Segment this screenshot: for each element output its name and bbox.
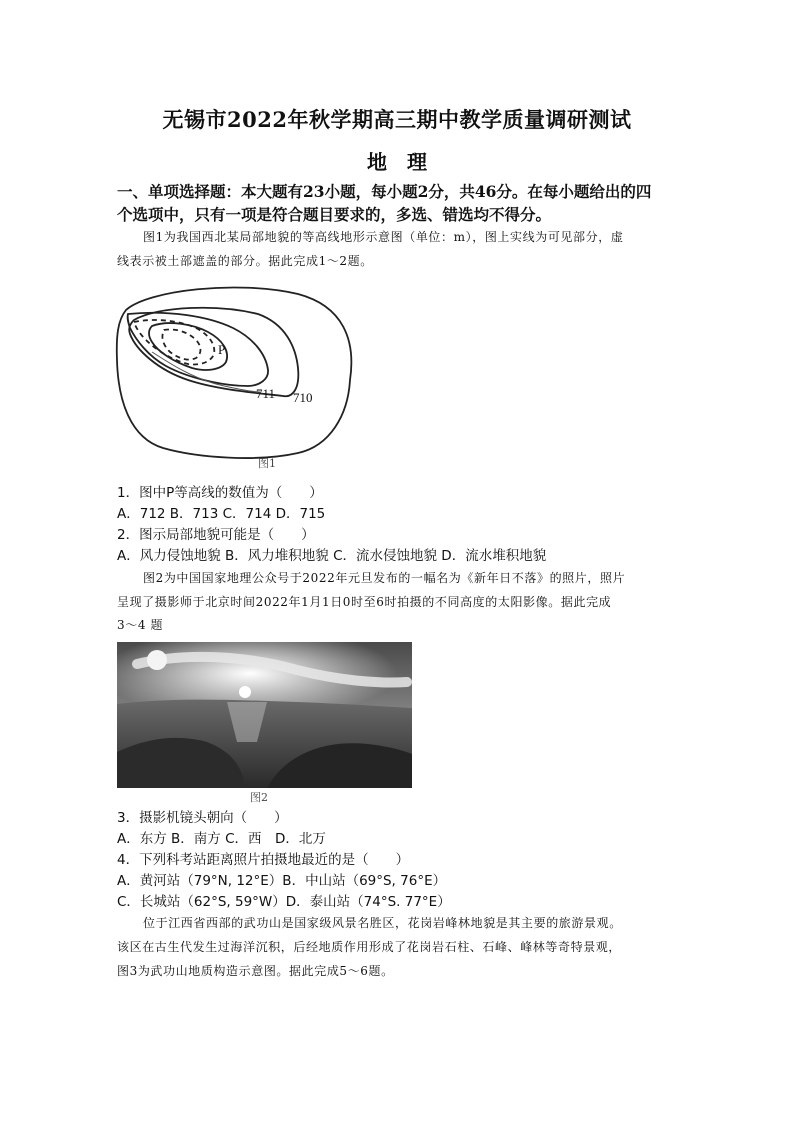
label-p: P <box>218 342 226 357</box>
hidden-contour-inner <box>162 329 200 359</box>
q1-options: A．712 B．713 C．714 D．715 <box>117 506 326 522</box>
section-heading-line1: 一、单项选择题：本大题有23小题，每小题2分，共46分。在每小题给出的四 <box>117 182 652 201</box>
subject-title: 地 理 <box>367 150 427 174</box>
intro1-line2: 线表示被土部遮盖的部分。据此完成1～2题。 <box>117 254 373 268</box>
intro3-line3: 图3为武功山地质构造示意图。据此完成5～6题。 <box>117 964 394 978</box>
label-711: 711 <box>256 386 276 401</box>
page-title: 无锡市2022年秋学期高三期中教学质量调研测试 <box>162 107 632 132</box>
section-heading-line2: 个选项中，只有一项是符合题目要求的，多选、错选均不得分。 <box>117 205 552 224</box>
label-710: 710 <box>293 390 313 405</box>
q2-options: A．风力侵蚀地貌 B．风力堆积地貌 C．流水侵蚀地貌 D．流水堆积地貌 <box>117 548 547 564</box>
intro1-line1: 图1为我国西北某局部地貌的等高线地形示意图（单位：m），图上实线为可见部分，虚 <box>143 230 624 244</box>
q4-options-line2: C．长城站（62°S, 59°W）D．泰山站（74°S. 77°E） <box>117 894 451 910</box>
q2-stem: 2．图示局部地貌可能是（ ） <box>117 527 315 543</box>
q4-stem: 4．下列科考站距离照片拍摄地最近的是（ ） <box>117 852 410 868</box>
q1-stem: 1．图中P等高线的数值为（ ） <box>117 485 323 501</box>
intro3-line1: 位于江西省西部的武功山是国家级风景名胜区，花岗岩峰林地貌是其主要的旅游景观。 <box>143 916 622 930</box>
intro3-line2: 该区在古生代发生过海洋沉积，后经地质作用形成了花岗岩石柱、石峰、峰林等奇特景观， <box>117 940 622 954</box>
q3-options: A．东方 B．南方 C．西 D．北万 <box>117 831 326 847</box>
intro2-line3: 3～4 题 <box>117 618 164 632</box>
figure1-caption: 图1 <box>258 457 276 470</box>
hidden-contour-outer <box>134 320 214 365</box>
intro2-line1: 图2为中国国家地理公众号于2022年元旦发布的一幅名为《新年日不落》的照片，照片 <box>143 571 626 585</box>
contour-711 <box>128 313 268 386</box>
figure2-caption: 图2 <box>250 791 268 804</box>
q3-stem: 3．摄影机镜头朝向（ ） <box>117 810 288 826</box>
q4-options-line1: A．黄河站（79°N, 12°E）B．中山站（69°S, 76°E） <box>117 873 447 889</box>
sun-photo-figure <box>117 642 412 788</box>
intro2-line2: 呈现了摄影师于北京时间2022年1月1日0时至6时拍摄的不同高度的太阳影像。据此完成 <box>117 595 612 609</box>
contour-map-figure <box>108 280 368 480</box>
